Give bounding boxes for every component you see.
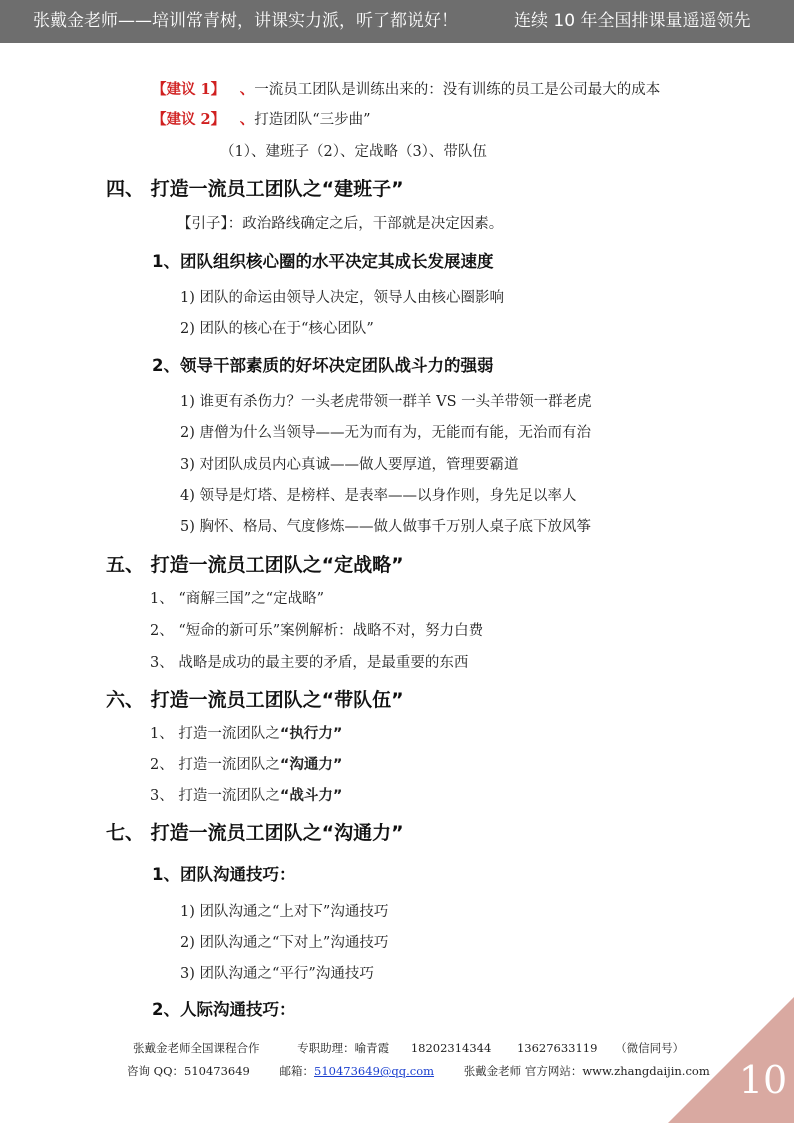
footer-line-1: 张戴金老师全国课程合作 专职助理：喻青霞 18202314344 13627633119 （微信同号）: [133, 1041, 685, 1055]
list-item: 1、 打造一流团队之“执行力”: [150, 726, 343, 742]
footer-line-2: 咨询 QQ：510473649 邮箱：510473649@qq.com 张戴金老师 官方网站：www.zhangdaijin.com: [127, 1064, 710, 1078]
list-item: 2) 团队的核心在于“核心团队”: [180, 321, 374, 337]
section-4-sub1-title: 1、团队组织核心圈的水平决定其成长发展速度: [152, 252, 494, 271]
list-item: 3) 对团队成员内心真诚——做人要厚道，管理要霸道: [180, 457, 519, 473]
section-7-sub1-title: 1、团队沟通技巧：: [152, 865, 296, 884]
suggestion-2: 【建议 2】 、打造团队“三步曲”: [152, 111, 371, 128]
section-5-title: 五、 打造一流员工团队之“定战略”: [106, 554, 404, 576]
list-item: 1) 谁更有杀伤力？一头老虎带领一群羊 VS 一头羊带领一群老虎: [180, 394, 592, 410]
section-4-sub2-title: 2、领导干部素质的好坏决定团队战斗力的强弱: [152, 356, 494, 375]
list-item: 3) 团队沟通之“平行”沟通技巧: [180, 966, 374, 982]
steps-line: （1）、建班子（2）、定战略（3）、带队伍: [220, 144, 487, 160]
section-7-title: 七、 打造一流员工团队之“沟通力”: [106, 822, 404, 844]
list-item: 2) 唐僧为什么当领导——无为而有为，无能而有能，无治而有治: [180, 425, 591, 441]
section-4-intro: 【引子】：政治路线确定之后，干部就是决定因素。: [177, 216, 504, 232]
header-banner: [0, 0, 794, 43]
list-item: 3、 战略是成功的最主要的矛盾，是最重要的东西: [150, 655, 469, 671]
list-item: 1) 团队沟通之“上对下”沟通技巧: [180, 904, 389, 920]
list-item: 2) 团队沟通之“下对上”沟通技巧: [180, 935, 389, 951]
list-item: 2、 打造一流团队之“沟通力”: [150, 757, 343, 773]
list-item: 5) 胸怀、格局、气度修炼——做人做事千万别人桌子底下放风筝: [180, 519, 591, 535]
website-text: 张戴金老师 官方网站：www.zhangdaijin.com: [463, 1064, 710, 1078]
list-item: 3、 打造一流团队之“战斗力”: [150, 788, 343, 804]
list-item: 1) 团队的命运由领导人决定，领导人由核心圈影响: [180, 290, 504, 306]
list-item: 2、 “短命的新可乐”案例解析：战略不对，努力白费: [150, 623, 484, 639]
page-number: 10: [738, 1058, 788, 1102]
suggestion-1: 【建议 1】 、一流员工团队是训练出来的：没有训练的员工是公司最大的成本: [152, 81, 661, 98]
section-6-title: 六、 打造一流员工团队之“带队伍”: [106, 689, 404, 711]
banner-tagline: 连续 10 年全国排课量遥遥领先: [514, 11, 751, 31]
section-4-title: 四、 打造一流员工团队之“建班子”: [106, 178, 404, 200]
email-link[interactable]: 510473649@qq.com: [314, 1064, 435, 1078]
section-7-sub2-title: 2、人际沟通技巧：: [152, 1000, 296, 1019]
list-item: 4) 领导是灯塔、是榜样、是表率——以身作则，身先足以率人: [180, 488, 577, 504]
banner-slogan: 张戴金老师——培训常青树，讲课实力派，听了都说好！: [33, 11, 458, 31]
list-item: 1、 “商解三国”之“定战略”: [150, 591, 324, 607]
